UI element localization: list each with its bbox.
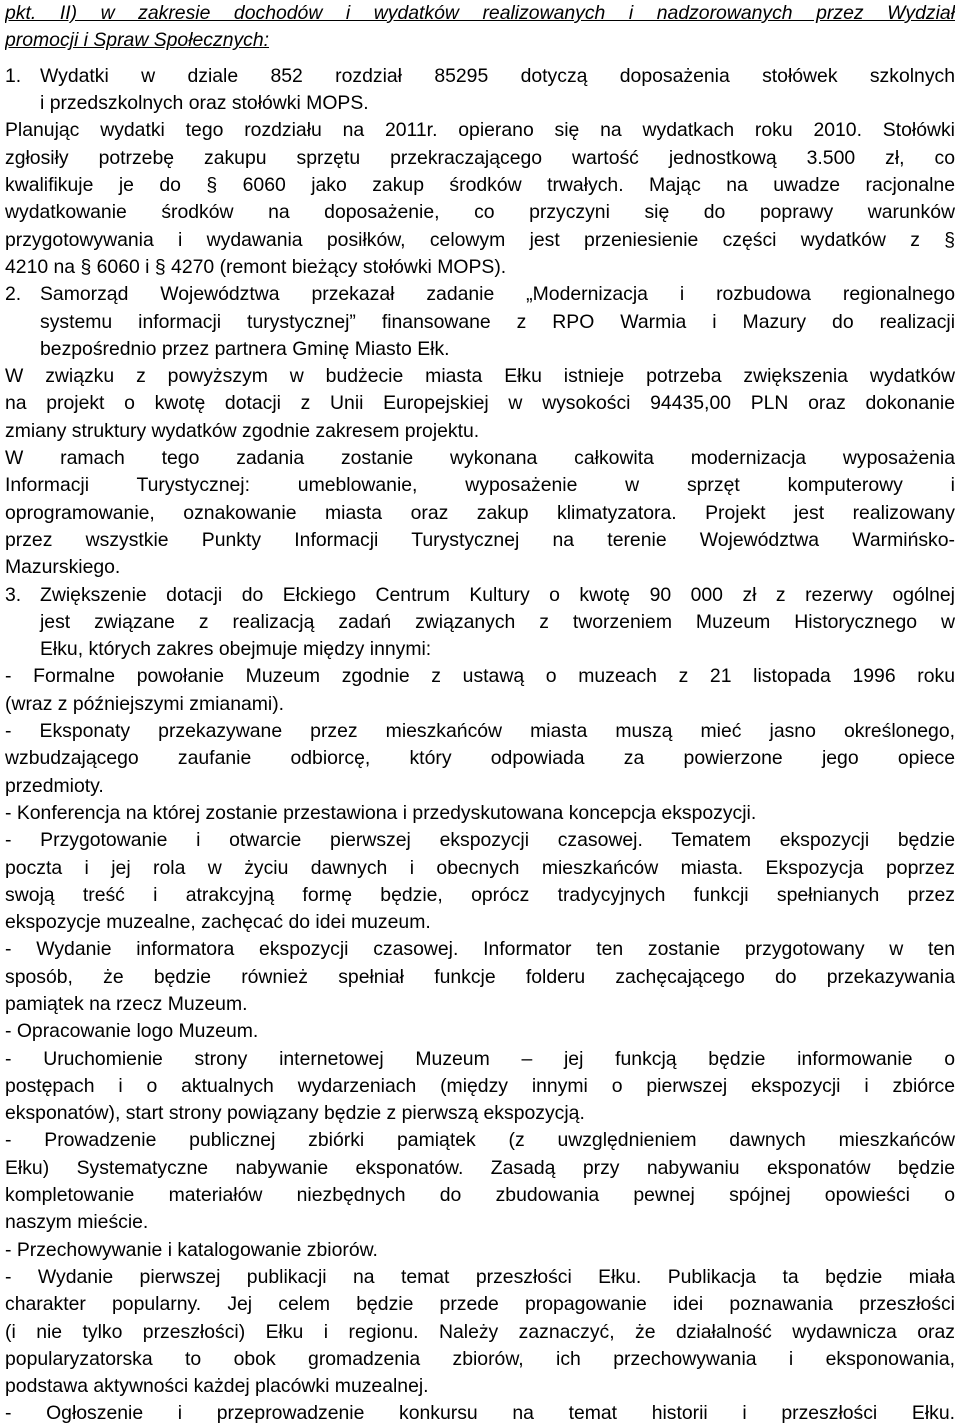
bullet-line: - Formalne powołanie Muzeum zgodnie z ustawą o muzeach z 21 listopada 1996 roku bbox=[5, 665, 955, 688]
list-item bbox=[5, 1046, 955, 1128]
list-item bbox=[5, 936, 955, 1018]
list-item bbox=[5, 1264, 955, 1400]
bullet-line: - Przechowywanie i katalogowanie zbiorów. bbox=[5, 1238, 378, 1261]
item-line: Ełku, których zakres obejmuje między innymi: bbox=[40, 638, 432, 661]
list-item bbox=[5, 1237, 955, 1264]
bullet-line: - Prowadzenie publicznej zbiórki pamiątek (z uwzględnieniem dawnych mieszkańców bbox=[5, 1129, 955, 1152]
bullet-line: - Opracowanie logo Muzeum. bbox=[5, 1020, 259, 1043]
para-line: Mazurskiego. bbox=[5, 556, 121, 579]
item-text: Wydatki w dziale 852 rozdział 85295 dotyczą doposażenia stołówek szkolnych bbox=[40, 64, 955, 87]
bullet-line: eksponatów), start strony powiązany będzie z pierwszą ekspozycją. bbox=[5, 1102, 585, 1125]
bullet-line: - Przygotowanie i otwarcie pierwszej ekspozycji czasowej. Tematem ekspozycji będzie bbox=[5, 829, 955, 852]
para-line: W związku z powyższym w budżecie miasta Ełku istnieje potrzeba zwiększenia wydatków bbox=[5, 365, 955, 388]
bullet-line: (wraz z późniejszymi zmianami). bbox=[5, 692, 285, 715]
list-item-2 bbox=[5, 281, 955, 363]
para-line: kwalifikuje je do § 6060 jako zakup środków trwałych. Mając na uwadze racjonalne bbox=[5, 174, 955, 197]
item-line: i przedszkolnych oraz stołówki MOPS. bbox=[40, 92, 369, 115]
para-line: Informacji Turystycznej: umeblowanie, wyposażenie w sprzęt komputerowy i bbox=[5, 474, 955, 497]
paragraph-2 bbox=[5, 363, 955, 445]
bullet-line: sposób, że będzie również spełniał funkcje folderu zachęcającego do przekazywania bbox=[5, 965, 955, 988]
bullet-line: popularyzatorska to obok gromadzenia zbiorów, ich przechowywania i eksponowania, bbox=[5, 1347, 955, 1370]
item-text: Zwiększenie dotacji do Ełckiego Centrum Kultury o kwotę 90 000 zł z rezerwy ogólnej bbox=[40, 583, 955, 606]
item-number: 2. bbox=[5, 283, 22, 306]
bullet-line: postępach i o aktualnych wydarzeniach (między innymi o pierwszej ekspozycji i zbiórce bbox=[5, 1074, 955, 1097]
list-item bbox=[5, 800, 955, 827]
heading-line: pkt. II) w zakresie dochodów i wydatków realizowanych i nadzorowanych przez Wydział bbox=[5, 2, 955, 24]
item-number: 1. bbox=[5, 64, 22, 87]
bullet-line: kompletowanie materiałów niezbędnych do zbudowania pewnej spójnej opowieści o bbox=[5, 1184, 955, 1207]
list-item-1 bbox=[5, 63, 955, 118]
bullet-line: charakter popularny. Jej celem będzie przede propagowanie idei poznawania przeszłości bbox=[5, 1293, 955, 1316]
para-line: przygotowywania i wydawania posiłków, celowym jest przeniesienie części wydatków z § bbox=[5, 228, 955, 251]
para-line: 4210 na § 6060 i § 4270 (remont bieżący stołówki MOPS). bbox=[5, 255, 507, 278]
paragraph-3 bbox=[5, 445, 955, 581]
bullet-line: (i nie tylko przeszłości) Ełku i regionu. Należy zaznaczyć, że działalność wydawnicza oraz bbox=[5, 1320, 955, 1343]
item-line: systemu informacji turystycznej” finansowane z RPO Warmia i Mazury do realizacji bbox=[40, 310, 955, 333]
para-line: na projekt o kwotę dotacji z Unii Europejskiej w wysokości 94435,00 PLN oraz dokonanie bbox=[5, 392, 955, 415]
item-line bbox=[5, 63, 955, 90]
list-item bbox=[5, 1400, 955, 1427]
list-item bbox=[5, 1018, 955, 1045]
item-line: bezpośrednio przez partnera Gminę Miasto Ełk. bbox=[40, 337, 450, 360]
para-line: Planując wydatki tego rozdziału na 2011r. opierano się na wydatkach roku 2010. Stołówki bbox=[5, 119, 955, 142]
bullet-line: naszym mieście. bbox=[5, 1211, 149, 1234]
list-item-3 bbox=[5, 582, 955, 664]
bullet-line: - Wydanie informatora ekspozycji czasowej. Informator ten zostanie przygotowany w ten bbox=[5, 938, 955, 961]
para-line: wydatkowanie środków na doposażenie, co przyczyni się do poprawy warunków bbox=[5, 201, 955, 224]
bullet-line: - Konferencja na której zostanie przestawiona i przedyskutowana koncepcja ekspozycji. bbox=[5, 801, 757, 824]
para-line: zmiany struktury wydatków zgodnie zakresem projektu. bbox=[5, 419, 480, 442]
bullet-line: podstawa aktywności każdej placówki muzealnej. bbox=[5, 1375, 429, 1398]
bullet-line: pamiątek na rzecz Muzeum. bbox=[5, 992, 248, 1015]
para-line: W ramach tego zadania zostanie wykonana całkowita modernizacja wyposażenia bbox=[5, 447, 955, 470]
museum-task-list bbox=[5, 663, 955, 1427]
bullet-line: - Uruchomienie strony internetowej Muzeum – jej funkcją będzie informowanie o bbox=[5, 1047, 955, 1070]
bullet-line: - Ogłoszenie i przeprowadzenie konkursu na temat historii i przeszłości Ełku. bbox=[5, 1402, 955, 1425]
item-text: Samorząd Województwa przekazał zadanie „Modernizacja i rozbudowa regionalnego bbox=[40, 283, 955, 306]
bullet-line: Ełku) Systematyczne nabywanie eksponatów. Zasadą przy nabywaniu eksponatów będzie bbox=[5, 1156, 955, 1179]
list-item bbox=[5, 663, 955, 718]
bullet-line: przedmioty. bbox=[5, 774, 104, 797]
para-line: oprogramowanie, oznakowanie miasta oraz zakup klimatyzatora. Projekt jest realizowany bbox=[5, 501, 955, 524]
bullet-line: wzbudzającego zaufanie odbiorcę, który odpowiada za powierzone jego opiece bbox=[5, 747, 955, 770]
bullet-line: swoją treść i atrakcyjną formę będzie, oprócz tradycyjnych funkcji spełnianych przez bbox=[5, 883, 955, 906]
list-item bbox=[5, 718, 955, 800]
paragraph-1 bbox=[5, 117, 955, 281]
list-item bbox=[5, 1127, 955, 1236]
item-line bbox=[5, 281, 955, 308]
para-line: przez wszystkie Punkty Informacji Turystycznej na terenie Województwa Warmińsko- bbox=[5, 528, 955, 551]
item-number: 3. bbox=[5, 583, 22, 606]
para-line: zgłosiły potrzebę zakupu sprzętu przekraczającego wartość jednostkową 3.500 zł, co bbox=[5, 146, 955, 169]
bullet-line: - Wydanie pierwszej publikacji na temat przeszłości Ełku. Publikacja ta będzie miała bbox=[5, 1265, 955, 1288]
bullet-line: ekspozycje muzealne, zachęcać do idei muzeum. bbox=[5, 911, 431, 934]
list-item bbox=[5, 827, 955, 936]
bullet-line: - Eksponaty przekazywane przez mieszkańców miasta muszą mieć jasno określonego, bbox=[5, 720, 955, 743]
item-line bbox=[5, 582, 955, 609]
bullet-line: poczta i jej rola w życiu dawnych i obecnych mieszkańców miasta. Ekspozycja poprzez bbox=[5, 856, 955, 879]
item-line: jest związane z realizacją zadań związanych z tworzeniem Muzeum Historycznego w bbox=[40, 610, 955, 633]
heading-line: promocji i Spraw Społecznych: bbox=[5, 29, 270, 52]
section-heading bbox=[5, 0, 955, 63]
